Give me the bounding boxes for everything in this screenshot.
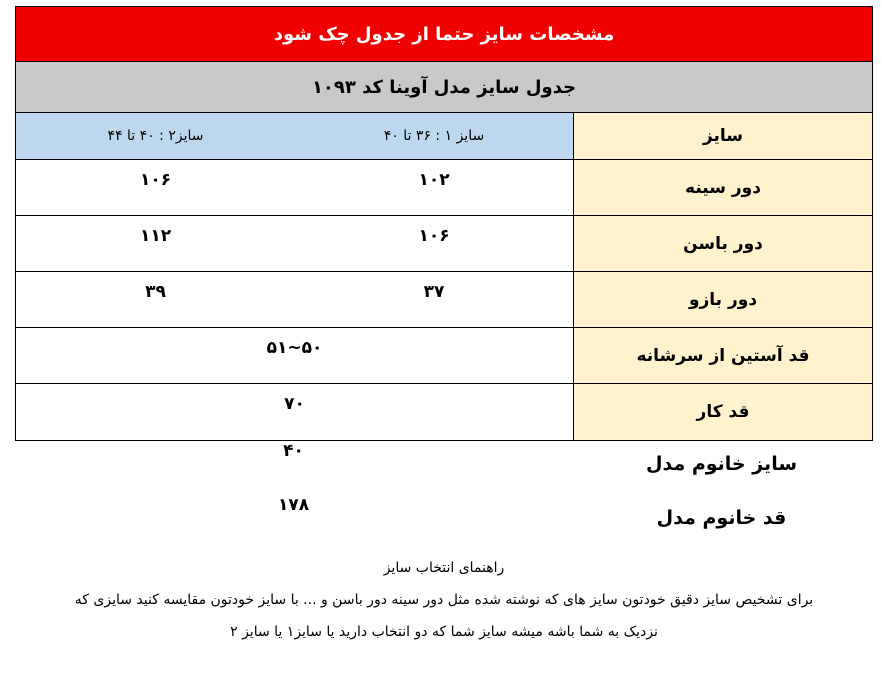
- header-label: سایز: [573, 113, 872, 159]
- row-value-size2: ۱۱۲: [139, 226, 172, 246]
- model-height-label: قد خانوم مدل: [656, 507, 787, 529]
- model-size-row: [15, 437, 873, 491]
- row-value-size1: ۱۰۶: [418, 226, 450, 246]
- row-value-size1: ۳۷: [423, 282, 445, 302]
- guide-line-1: برای تشخیص سایز دقیق خودتون سایز های که نوشته شده مثل دور سینه دور باسن و ... با سایز خودتون مقایسه کنید سایزی که: [74, 592, 814, 608]
- row-label: دور بازو: [573, 272, 872, 327]
- model-size-label: سایز خانوم مدل: [645, 453, 798, 475]
- table-row-merged: [16, 384, 872, 440]
- row-label: دور سینه: [573, 160, 872, 215]
- table-row-merged: [16, 328, 872, 384]
- header-size2: سایز۲ : ۴۰ تا ۴۴: [16, 113, 295, 159]
- size-table: [15, 6, 873, 441]
- model-height-value: ۱۷۸: [277, 495, 310, 515]
- row-value-size2: ۱۰۶: [139, 170, 172, 190]
- table-title: مشخصات سایز حتما از جدول چک شود: [16, 7, 872, 62]
- table-row: [16, 272, 872, 328]
- row-label: قد آستین از سرشانه: [573, 328, 872, 383]
- table-header-row: [16, 113, 872, 160]
- row-value-size2: ۳۹: [145, 282, 166, 302]
- guide-title: راهنمای انتخاب سایز: [383, 560, 505, 576]
- model-height-row: [15, 491, 873, 545]
- model-size-value: ۴۰: [283, 441, 304, 461]
- table-subtitle: جدول سایز مدل آوینا کد ۱۰۹۳: [16, 62, 872, 113]
- row-label: قد کار: [573, 384, 872, 440]
- row-value-merged: ۵۰~۵۱: [266, 338, 323, 358]
- row-label: دور باسن: [573, 216, 872, 271]
- row-value-merged: ۷۰: [284, 394, 305, 414]
- guide-line-2: نزدیک به شما باشه میشه سایز شما که دو انتخاب دارید یا سایز۱ یا سایز ۲: [230, 624, 658, 640]
- row-value-size1: ۱۰۲: [418, 170, 450, 190]
- table-row: [16, 216, 872, 272]
- table-row: [16, 160, 872, 216]
- header-size1: سایز ۱ : ۳۶ تا ۴۰: [295, 113, 573, 159]
